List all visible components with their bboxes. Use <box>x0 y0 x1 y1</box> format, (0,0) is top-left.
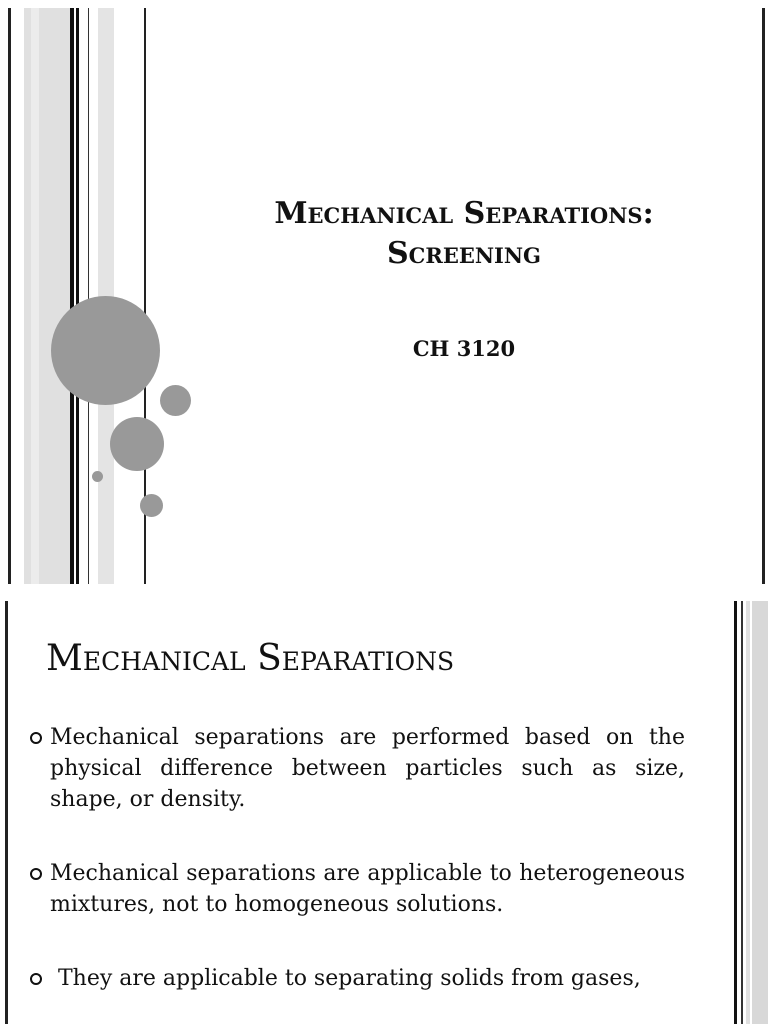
slide-title-line1: Mechanical Separations: <box>274 196 654 231</box>
bullet-text: Mechanical separations are applicable to heterogeneous mixtures, not to homogeneous solutions. <box>50 861 685 917</box>
list-item <box>30 858 685 920</box>
list-item <box>30 963 685 994</box>
list-item <box>30 722 685 815</box>
circle-small-lower <box>140 494 163 517</box>
circle-large <box>51 296 160 405</box>
slide-title-line2: Screening <box>387 236 541 271</box>
circle-small <box>160 385 191 416</box>
bullet-text: Mechanical separations are performed based on the physical difference between particles such as size, shape, or density. <box>50 725 685 812</box>
title-slide <box>0 8 768 584</box>
slide-heading: Mechanical Separations <box>46 638 455 679</box>
course-code: CH 3120 <box>412 336 516 361</box>
bullet-ring-icon <box>30 868 42 880</box>
slide-gap <box>0 584 768 601</box>
circle-medium <box>110 417 164 471</box>
bullet-text: They are applicable to separating solids from gases, <box>58 966 641 991</box>
bullet-list <box>30 722 685 1024</box>
slide-title <box>200 194 728 274</box>
bullet-ring-icon <box>30 732 42 744</box>
circle-tiny <box>92 471 103 482</box>
bullet-ring-icon <box>30 973 42 985</box>
content-slide <box>0 601 768 1024</box>
